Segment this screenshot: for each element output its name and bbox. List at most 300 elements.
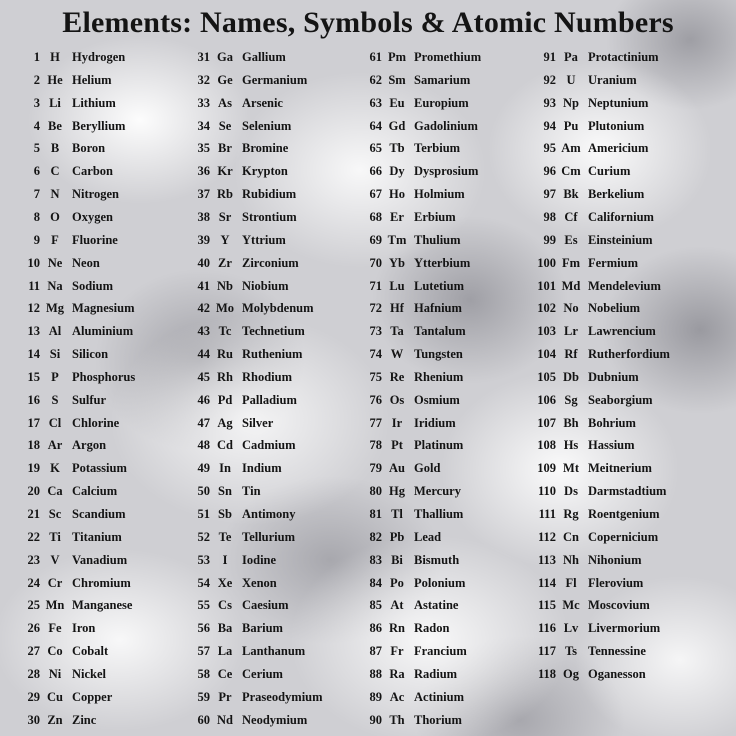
- element-symbol: C: [50, 164, 60, 179]
- element-symbol: Yb: [389, 255, 405, 270]
- element-symbol: Nd: [217, 712, 233, 727]
- element-symbol: Db: [563, 369, 579, 384]
- element-symbol: Hg: [389, 484, 405, 499]
- element-symbol: Be: [48, 118, 62, 133]
- element-name: Iodine: [242, 552, 277, 567]
- element-name: Gadolinium: [414, 118, 478, 133]
- element-name: Seaborgium: [588, 392, 653, 407]
- element-symbol: Pb: [389, 529, 405, 544]
- element-symbol: Ag: [217, 415, 233, 430]
- atomic-number: 62: [369, 72, 382, 87]
- element-symbol: Br: [218, 141, 232, 156]
- element-symbol: Es: [564, 232, 578, 247]
- atomic-number: 25: [27, 598, 40, 613]
- element-name: Ruthenium: [242, 347, 303, 362]
- atomic-number: 54: [197, 575, 210, 590]
- atomic-number: 61: [369, 50, 382, 64]
- element-symbol: W: [390, 347, 404, 362]
- element-symbol: Pa: [564, 50, 578, 64]
- element-name: Argon: [72, 438, 107, 453]
- page-title: Elements: Names, Symbols & Atomic Numbers: [62, 6, 674, 39]
- element-symbol: Rb: [217, 187, 233, 202]
- element-name: Molybdenum: [242, 301, 314, 316]
- element-symbol: Rn: [389, 621, 405, 636]
- element-symbol: La: [217, 644, 233, 659]
- element-name: Carbon: [72, 164, 113, 179]
- element-name: Nitrogen: [72, 187, 119, 202]
- element-symbol: Se: [218, 118, 232, 133]
- element-name: Copernicium: [588, 529, 659, 544]
- atomic-number: 94: [543, 118, 556, 133]
- atomic-number: 21: [27, 507, 40, 521]
- element-name: Lithium: [72, 95, 116, 110]
- atomic-number: 68: [369, 209, 382, 224]
- element-symbol: Xe: [217, 575, 233, 590]
- element-name: Radium: [414, 666, 458, 681]
- element-name: Tin: [242, 484, 261, 499]
- element-symbol: Cl: [48, 415, 62, 430]
- element-name: Lanthanum: [242, 644, 306, 659]
- element-symbol: Kr: [217, 164, 233, 179]
- element-symbol: Te: [218, 529, 232, 544]
- atomic-number: 57: [197, 644, 210, 659]
- atomic-number: 75: [369, 369, 382, 384]
- atomic-number: 73: [369, 324, 382, 339]
- element-name: Rhenium: [414, 369, 464, 384]
- element-name: Yttrium: [242, 232, 286, 247]
- atomic-number: 28: [27, 666, 40, 681]
- atomic-number: 49: [197, 461, 210, 476]
- element-symbol: Fe: [48, 621, 62, 636]
- atomic-number: 110: [537, 484, 556, 499]
- element-symbol: Am: [561, 141, 581, 156]
- element-name: Selenium: [242, 118, 292, 133]
- element-name: Oganesson: [588, 666, 646, 681]
- element-name: Flerovium: [588, 575, 644, 590]
- element-name: Cerium: [242, 666, 283, 681]
- atomic-number: 14: [27, 347, 40, 362]
- atomic-number: 51: [197, 507, 210, 521]
- element-name: Gold: [414, 461, 441, 476]
- atomic-number: 108: [537, 438, 556, 453]
- element-symbol: Pr: [218, 689, 232, 704]
- atomic-number: 56: [197, 621, 210, 636]
- atomic-number: 90: [369, 712, 382, 727]
- element-name: Sulfur: [72, 392, 107, 407]
- element-symbol: Ru: [217, 347, 233, 362]
- element-name: Ytterbium: [414, 255, 471, 270]
- atomic-number: 33: [197, 95, 210, 110]
- element-name: Platinum: [414, 438, 464, 453]
- atomic-number: 47: [197, 415, 210, 430]
- atomic-number: 102: [537, 301, 556, 316]
- atomic-number: 85: [369, 598, 382, 613]
- element-symbol: Mo: [215, 301, 235, 316]
- element-symbol: Zr: [218, 255, 232, 270]
- atomic-number: 116: [537, 621, 556, 636]
- element-name: Radon: [414, 621, 450, 636]
- element-name: Bismuth: [414, 552, 460, 567]
- atomic-number: 118: [537, 666, 556, 681]
- atomic-number: 41: [197, 278, 210, 293]
- atomic-number: 78: [369, 438, 382, 453]
- element-name: Promethium: [414, 50, 482, 64]
- element-name: Hassium: [588, 438, 635, 453]
- element-name: Lutetium: [414, 278, 464, 293]
- element-name: Manganese: [72, 598, 133, 613]
- element-name: Uranium: [588, 72, 637, 87]
- atomic-number: 20: [27, 484, 40, 499]
- element-name: Protactinium: [588, 50, 659, 64]
- element-symbol: Rg: [563, 507, 579, 521]
- element-name: Bohrium: [588, 415, 636, 430]
- element-name: Phosphorus: [72, 369, 136, 384]
- element-name: Fermium: [588, 255, 638, 270]
- element-symbol: Bh: [563, 415, 579, 430]
- element-name: Strontium: [242, 209, 297, 224]
- atomic-number: 109: [537, 461, 556, 476]
- element-symbol: Md: [561, 278, 581, 293]
- element-symbol: Lv: [563, 621, 579, 636]
- element-name: Zirconium: [242, 255, 299, 270]
- element-name: Rubidium: [242, 187, 297, 202]
- element-symbol: Ir: [391, 415, 403, 430]
- element-name: Copper: [72, 689, 113, 704]
- atomic-number: 22: [27, 529, 40, 544]
- element-name: Barium: [242, 621, 283, 636]
- element-symbol: In: [219, 461, 231, 476]
- atomic-number: 4: [33, 118, 40, 133]
- element-name: Tantalum: [414, 324, 466, 339]
- element-symbol: Er: [390, 209, 404, 224]
- atomic-number: 111: [538, 507, 556, 521]
- element-symbol: Pt: [391, 438, 403, 453]
- atomic-number: 43: [197, 324, 210, 339]
- element-name: Caesium: [242, 598, 289, 613]
- atomic-number: 66: [369, 164, 382, 179]
- element-name: Iron: [72, 621, 96, 636]
- element-symbol: Sr: [218, 209, 232, 224]
- element-symbol: Pd: [217, 392, 233, 407]
- element-symbol: Ni: [48, 666, 62, 681]
- element-name: Oxygen: [72, 209, 113, 224]
- atomic-number: 83: [369, 552, 382, 567]
- atomic-number: 112: [537, 529, 556, 544]
- element-name: Scandium: [72, 507, 126, 521]
- element-symbol: Sg: [564, 392, 578, 407]
- atomic-number: 32: [197, 72, 210, 87]
- element-name: Berkelium: [588, 187, 645, 202]
- atomic-number: 38: [197, 209, 210, 224]
- element-name: Einsteinium: [588, 232, 653, 247]
- atomic-number: 84: [369, 575, 382, 590]
- element-name: Potassium: [72, 461, 127, 476]
- atomic-number: 55: [197, 598, 210, 613]
- element-name: Astatine: [414, 598, 459, 613]
- atomic-number: 93: [543, 95, 556, 110]
- element-name: Lawrencium: [588, 324, 656, 339]
- element-name: Francium: [414, 644, 467, 659]
- atomic-number: 60: [197, 712, 210, 727]
- element-symbol: At: [390, 598, 404, 613]
- element-name: Darmstadtium: [588, 484, 667, 499]
- element-symbol: Fm: [561, 255, 581, 270]
- element-symbol: Lu: [389, 278, 405, 293]
- atomic-number: 12: [27, 301, 40, 316]
- element-symbol: Tc: [218, 324, 232, 339]
- element-symbol: H: [50, 50, 60, 64]
- element-symbol: He: [47, 72, 63, 87]
- element-name: Plutonium: [588, 118, 645, 133]
- atomic-number: 31: [197, 50, 210, 64]
- element-symbol: Mt: [563, 461, 579, 476]
- element-symbol: Th: [389, 712, 405, 727]
- element-name: Mercury: [414, 484, 461, 499]
- atomic-number: 17: [27, 415, 40, 430]
- atomic-number: 72: [369, 301, 382, 316]
- element-name: Hydrogen: [72, 50, 126, 64]
- atomic-number: 97: [543, 187, 556, 202]
- element-symbol: Os: [389, 392, 405, 407]
- element-symbol: Tl: [391, 507, 403, 521]
- atomic-number: 13: [27, 324, 40, 339]
- element-name: Chromium: [72, 575, 131, 590]
- element-symbol: Gd: [388, 118, 406, 133]
- atomic-number: 26: [27, 621, 40, 636]
- element-name: Calcium: [72, 484, 118, 499]
- element-name: Lead: [414, 529, 442, 544]
- element-symbol: Sm: [388, 72, 406, 87]
- element-name: Chlorine: [72, 415, 120, 430]
- atomic-number: 19: [27, 461, 40, 476]
- element-symbol: Mg: [45, 301, 65, 316]
- element-symbol: Hs: [563, 438, 579, 453]
- element-symbol: Fl: [565, 575, 577, 590]
- atomic-number: 101: [537, 278, 556, 293]
- element-symbol: Ti: [49, 529, 61, 544]
- element-symbol: Mn: [45, 598, 65, 613]
- element-symbol: Sn: [218, 484, 232, 499]
- element-name: Nickel: [72, 666, 107, 681]
- element-name: Thallium: [414, 507, 464, 521]
- element-symbol: Ra: [389, 666, 405, 681]
- element-name: Dysprosium: [414, 164, 479, 179]
- atomic-number: 36: [197, 164, 210, 179]
- atomic-number: 44: [197, 347, 210, 362]
- element-symbol: Tb: [389, 141, 405, 156]
- atomic-number: 105: [537, 369, 556, 384]
- element-name: Rhodium: [242, 369, 293, 384]
- element-name: Polonium: [414, 575, 466, 590]
- atomic-number: 117: [537, 644, 556, 659]
- element-name: Roentgenium: [588, 507, 660, 521]
- element-symbol: V: [50, 552, 60, 567]
- atomic-number: 45: [197, 369, 210, 384]
- element-name: Hafnium: [414, 301, 462, 316]
- element-symbol: Y: [220, 232, 230, 247]
- atomic-number: 1: [33, 50, 40, 64]
- element-symbol: Hf: [390, 301, 404, 316]
- atomic-number: 30: [27, 712, 40, 727]
- element-name: Germanium: [242, 72, 308, 87]
- atomic-number: 95: [543, 141, 556, 156]
- element-name: Gallium: [242, 50, 286, 64]
- element-name: Tungsten: [414, 347, 463, 362]
- element-name: Livermorium: [588, 621, 661, 636]
- atomic-number: 67: [369, 187, 382, 202]
- element-symbol: Ca: [47, 484, 63, 499]
- atomic-number: 76: [369, 392, 382, 407]
- element-name: Meitnerium: [588, 461, 652, 476]
- atomic-number: 29: [27, 689, 40, 704]
- element-name: Niobium: [242, 278, 289, 293]
- element-symbol: Zn: [47, 712, 63, 727]
- atomic-number: 37: [197, 187, 210, 202]
- element-name: Aluminium: [72, 324, 134, 339]
- element-name: Neptunium: [588, 95, 649, 110]
- element-symbol: B: [50, 141, 60, 156]
- element-symbol: Cd: [217, 438, 233, 453]
- element-name: Moscovium: [588, 598, 650, 613]
- atomic-number: 6: [33, 164, 40, 179]
- element-symbol: F: [51, 232, 59, 247]
- element-symbol: Cu: [47, 689, 63, 704]
- atomic-number: 114: [537, 575, 556, 590]
- atomic-number: 8: [33, 209, 40, 224]
- atomic-number: 64: [369, 118, 382, 133]
- element-symbol: Sb: [218, 507, 232, 521]
- element-name: Europium: [414, 95, 469, 110]
- element-symbol: Ce: [217, 666, 233, 681]
- atomic-number: 89: [369, 689, 382, 704]
- atomic-number: 70: [369, 255, 382, 270]
- atomic-number: 39: [197, 232, 210, 247]
- atomic-number: 42: [197, 301, 210, 316]
- element-name: Fluorine: [72, 232, 118, 247]
- element-symbol: Og: [563, 666, 579, 681]
- element-symbol: Sc: [48, 507, 62, 521]
- atomic-number: 82: [369, 529, 382, 544]
- element-symbol: Pu: [563, 118, 579, 133]
- atomic-number: 77: [369, 415, 382, 430]
- element-symbol: U: [566, 72, 576, 87]
- atomic-number: 7: [33, 187, 40, 202]
- element-name: Sodium: [72, 278, 113, 293]
- element-name: Antimony: [242, 507, 296, 521]
- element-name: Praseodymium: [242, 689, 323, 704]
- element-symbol: I: [222, 552, 228, 567]
- atomic-number: 27: [27, 644, 40, 659]
- atomic-number: 40: [197, 255, 210, 270]
- atomic-number: 86: [369, 621, 382, 636]
- atomic-number: 24: [27, 575, 40, 590]
- element-symbol: Re: [389, 369, 405, 384]
- element-name: Palladium: [242, 392, 297, 407]
- element-symbol: Ts: [564, 644, 578, 659]
- element-symbol: Ds: [564, 484, 578, 499]
- element-symbol: Nb: [217, 278, 233, 293]
- atomic-number: 88: [369, 666, 382, 681]
- element-name: Silver: [242, 415, 274, 430]
- atomic-number: 71: [369, 278, 382, 293]
- element-symbol: Lr: [564, 324, 578, 339]
- element-symbol: Ho: [389, 187, 405, 202]
- atomic-number: 99: [543, 232, 556, 247]
- element-symbol: Na: [47, 278, 63, 293]
- element-symbol: K: [50, 461, 60, 476]
- element-symbol: Rh: [217, 369, 233, 384]
- element-symbol: Tm: [387, 232, 407, 247]
- atomic-number: 69: [369, 232, 382, 247]
- element-name: Arsenic: [242, 95, 283, 110]
- atomic-number: 113: [537, 552, 556, 567]
- element-symbol: Ne: [47, 255, 63, 270]
- atomic-number: 50: [197, 484, 210, 499]
- element-symbol: P: [51, 369, 59, 384]
- element-name: Nihonium: [588, 552, 642, 567]
- atomic-number: 3: [33, 95, 40, 110]
- atomic-number: 5: [33, 141, 40, 156]
- element-name: Thorium: [414, 712, 462, 727]
- atomic-number: 98: [543, 209, 556, 224]
- element-symbol: No: [563, 301, 579, 316]
- atomic-number: 79: [369, 461, 382, 476]
- atomic-number: 59: [197, 689, 210, 704]
- element-name: Vanadium: [72, 552, 128, 567]
- element-name: Helium: [72, 72, 112, 87]
- atomic-number: 15: [27, 369, 40, 384]
- element-symbol: Np: [563, 95, 579, 110]
- element-symbol: Mc: [562, 598, 580, 613]
- atomic-number: 2: [33, 72, 40, 87]
- element-symbol: Li: [49, 95, 61, 110]
- element-name: Titanium: [72, 529, 122, 544]
- atomic-number: 11: [28, 278, 40, 293]
- atomic-number: 103: [537, 324, 556, 339]
- atomic-number: 81: [369, 507, 382, 521]
- atomic-number: 9: [33, 232, 40, 247]
- atomic-number: 96: [543, 164, 556, 179]
- element-symbol: Pm: [387, 50, 407, 64]
- atomic-number: 46: [197, 392, 210, 407]
- atomic-number: 115: [537, 598, 556, 613]
- element-name: Beryllium: [72, 118, 126, 133]
- element-name: Technetium: [242, 324, 305, 339]
- element-name: Americium: [588, 141, 649, 156]
- atomic-number: 18: [27, 438, 40, 453]
- element-symbol: S: [51, 392, 59, 407]
- atomic-number: 91: [543, 50, 556, 64]
- element-name: Indium: [242, 461, 282, 476]
- atomic-number: 34: [197, 118, 210, 133]
- element-name: Magnesium: [72, 301, 135, 316]
- atomic-number: 23: [27, 552, 40, 567]
- atomic-number: 65: [369, 141, 382, 156]
- element-symbol: Po: [390, 575, 404, 590]
- element-name: Xenon: [242, 575, 277, 590]
- element-name: Tellurium: [242, 529, 296, 544]
- element-name: Krypton: [242, 164, 288, 179]
- atomic-number: 52: [197, 529, 210, 544]
- element-symbol: Rf: [564, 347, 578, 362]
- element-name: Erbium: [414, 209, 456, 224]
- atomic-number: 35: [197, 141, 210, 156]
- element-symbol: Bk: [563, 187, 579, 202]
- atomic-number: 107: [537, 415, 556, 430]
- element-symbol: Cf: [564, 209, 578, 224]
- element-name: Samarium: [414, 72, 471, 87]
- element-name: Terbium: [414, 141, 461, 156]
